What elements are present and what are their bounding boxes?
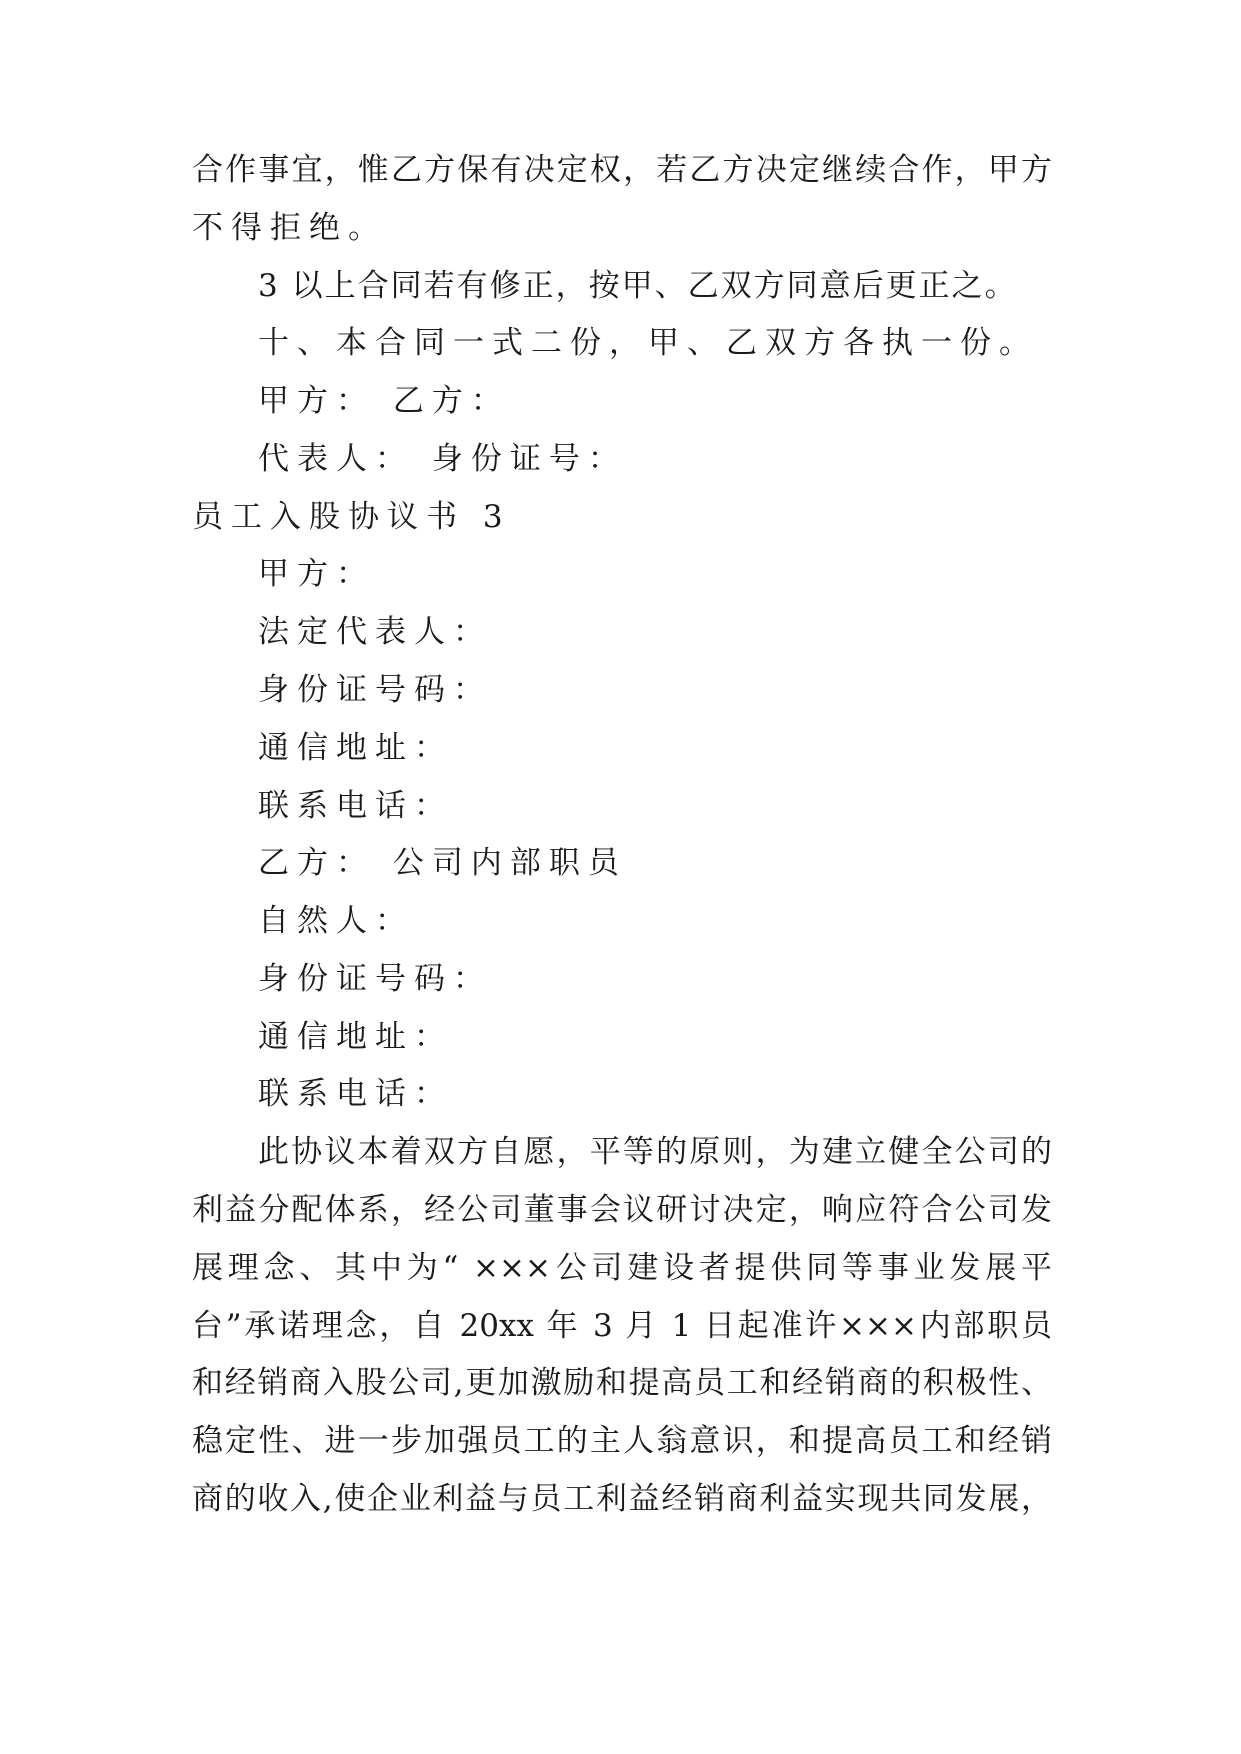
- text-line: 展理念、其中为“ ×××公司建设者提供同等事业发展平: [192, 1250, 1052, 1286]
- text-line: 合作事宜，惟乙方保有决定权，若乙方决定继续合作，甲方: [192, 152, 1052, 188]
- text-line: 和经销商入股公司,更加激励和提高员工和经销商的积极性、: [192, 1365, 1052, 1401]
- text-line: 身份证号码：: [258, 672, 492, 708]
- text-line: 通信地址：: [258, 1019, 453, 1055]
- text-line: 联系电话：: [258, 1076, 453, 1112]
- text-line: 甲方： 乙方：: [258, 383, 510, 419]
- text-line: 联系电话：: [258, 788, 453, 824]
- text-line: 乙方： 公司内部职员: [258, 845, 627, 881]
- text-line: 此协议本着双方自愿，平等的原则，为建立健全公司的: [258, 1134, 1052, 1170]
- text-line: 稳定性、进一步加强员工的主人翁意识，和提高员工和经销: [192, 1423, 1052, 1459]
- text-line: 甲方：: [258, 556, 375, 592]
- text-line: 法定代表人：: [258, 614, 492, 650]
- text-line: 不得拒绝。: [192, 210, 387, 246]
- text-line: 利益分配体系，经公司董事会议研讨决定，响应符合公司发: [192, 1192, 1052, 1228]
- text-line: 自然人：: [258, 903, 414, 939]
- section-heading: 员工入股协议书 3: [192, 499, 511, 535]
- text-line: 通信地址：: [258, 730, 453, 766]
- text-line: 台”承诺理念，自 20xx 年 3 月 1 日起准许×××内部职员: [192, 1308, 1052, 1344]
- text-line: 十、本合同一式二份，甲、乙双方各执一份。: [258, 325, 1038, 361]
- text-line: 商的收入,使企业利益与员工利益经销商利益实现共同发展，: [192, 1481, 1052, 1517]
- text-line: 3 以上合同若有修正，按甲、乙双方同意后更正之。: [258, 268, 1018, 304]
- text-line: 身份证号码：: [258, 961, 492, 997]
- text-line: 代表人： 身份证号：: [258, 441, 627, 477]
